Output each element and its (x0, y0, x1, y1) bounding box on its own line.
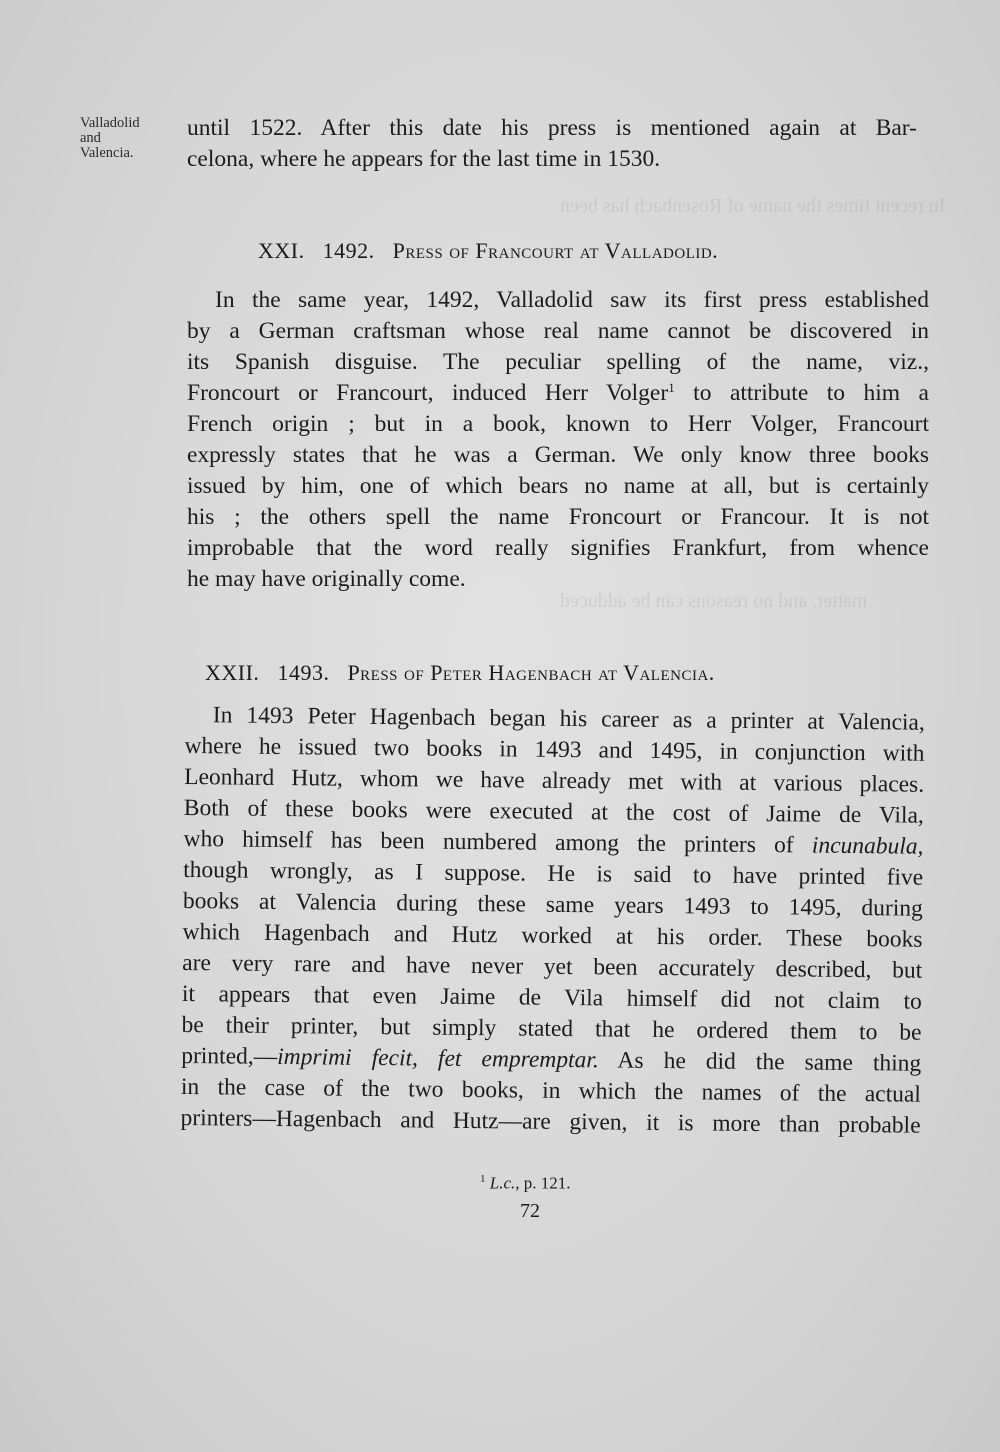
text-line (187, 378, 929, 409)
text-line: In 1493 Peter Hagenbach began his career as a printer at Valencia, (212, 702, 925, 736)
section-title: Press of Peter Hagenbach at Valencia. (347, 660, 715, 685)
section-heading-xxi (258, 238, 718, 264)
text-line: are very rare and have never yet been accurately described, but (182, 949, 923, 984)
text-line: Leonhard Hutz, whom we have already met with at various places. (184, 763, 925, 798)
text-line: improbable that the word really signifies Frankfurt, from whence (187, 535, 929, 561)
margin-note-line: and (80, 130, 101, 146)
text-line: In the same year, 1492, Valladolid saw its first press established (215, 287, 929, 313)
text-line: where he issued two books in 1493 and 1495, in conjunction with (184, 732, 925, 767)
section-xxii-paragraph (180, 700, 925, 1142)
text-segment: printed,— (181, 1042, 278, 1070)
text-line: French origin ; but in a book, known to Herr Volger, Francourt (187, 411, 929, 437)
text-line: celona, where he appears for the last time in 1530. (187, 146, 661, 172)
section-heading-xxii (205, 660, 715, 686)
text-line: it appears that even Jaime de Vila himself did not claim to (181, 980, 923, 1015)
text-segment: to attribute to him a (674, 380, 929, 406)
show-through-text: matter, and no reasons can be adduced (560, 590, 868, 612)
page-number: 72 (520, 1200, 540, 1222)
text-line: by a German craftsman whose real name cannot be discovered in (187, 318, 929, 344)
text-line: until 1522. After this date his press is mentioned again at Bar- (187, 115, 917, 141)
footnote-marker: 1 (668, 380, 675, 395)
text-line: printers—Hagenbach and Hutz—are given, it is more than probable (180, 1104, 921, 1139)
footnote-number: 1 (480, 1173, 486, 1185)
margin-note-line: Valencia. (80, 145, 134, 161)
text-line: Both of these books were executed at the cost of Jaime de Vila, (183, 794, 924, 829)
section-year: 1492. (322, 238, 375, 263)
footnote (480, 1173, 571, 1194)
italic-term: incunabula, (811, 832, 924, 860)
text-line: its Spanish disguise. The peculiar spelling of the name, viz., (187, 349, 929, 375)
section-numeral: XXI. (258, 238, 305, 263)
footnote-text: p. 121. (519, 1173, 571, 1193)
text-line: though wrongly, as I suppose. He is said to have printed five (183, 856, 924, 891)
intro-paragraph (187, 113, 917, 175)
section-title: Press of Francourt at Valladolid. (392, 238, 719, 263)
text-line: which Hagenbach and Hutz worked at his order. These books (182, 918, 923, 953)
footnote-reference: L.c., (489, 1173, 520, 1193)
text-line: books at Valencia during these same years 1493 to 1495, during (182, 887, 923, 922)
text-segment: Froncourt or Francourt, induced Herr Volger (187, 380, 669, 406)
text-line: expressly states that he was a German. We only know three books (187, 442, 929, 468)
text-line: in the case of the two books, in which the names of the actual (180, 1073, 922, 1108)
text-line: be their printer, but simply stated that he ordered them to be (181, 1011, 922, 1046)
show-through-text: In recent times the name of Rosenbach has been (560, 195, 946, 217)
text-line: issued by him, one of which bears no name at all, but is certainly (187, 473, 929, 499)
text-line: he may have originally come. (187, 566, 466, 592)
margin-note-line: Valladolid (80, 115, 140, 131)
text-segment: As he did the same thing (598, 1047, 922, 1077)
italic-term: imprimi fecit, fet empremptar. (277, 1043, 599, 1074)
text-line: his ; the others spell the name Froncourt or Francour. It is not (187, 504, 929, 530)
section-xxi-paragraph (187, 285, 929, 595)
text-segment: who himself has been numbered among the printers of (183, 825, 813, 859)
section-numeral: XXII. (205, 660, 260, 685)
margin-note (80, 116, 170, 161)
section-year: 1493. (277, 660, 330, 685)
